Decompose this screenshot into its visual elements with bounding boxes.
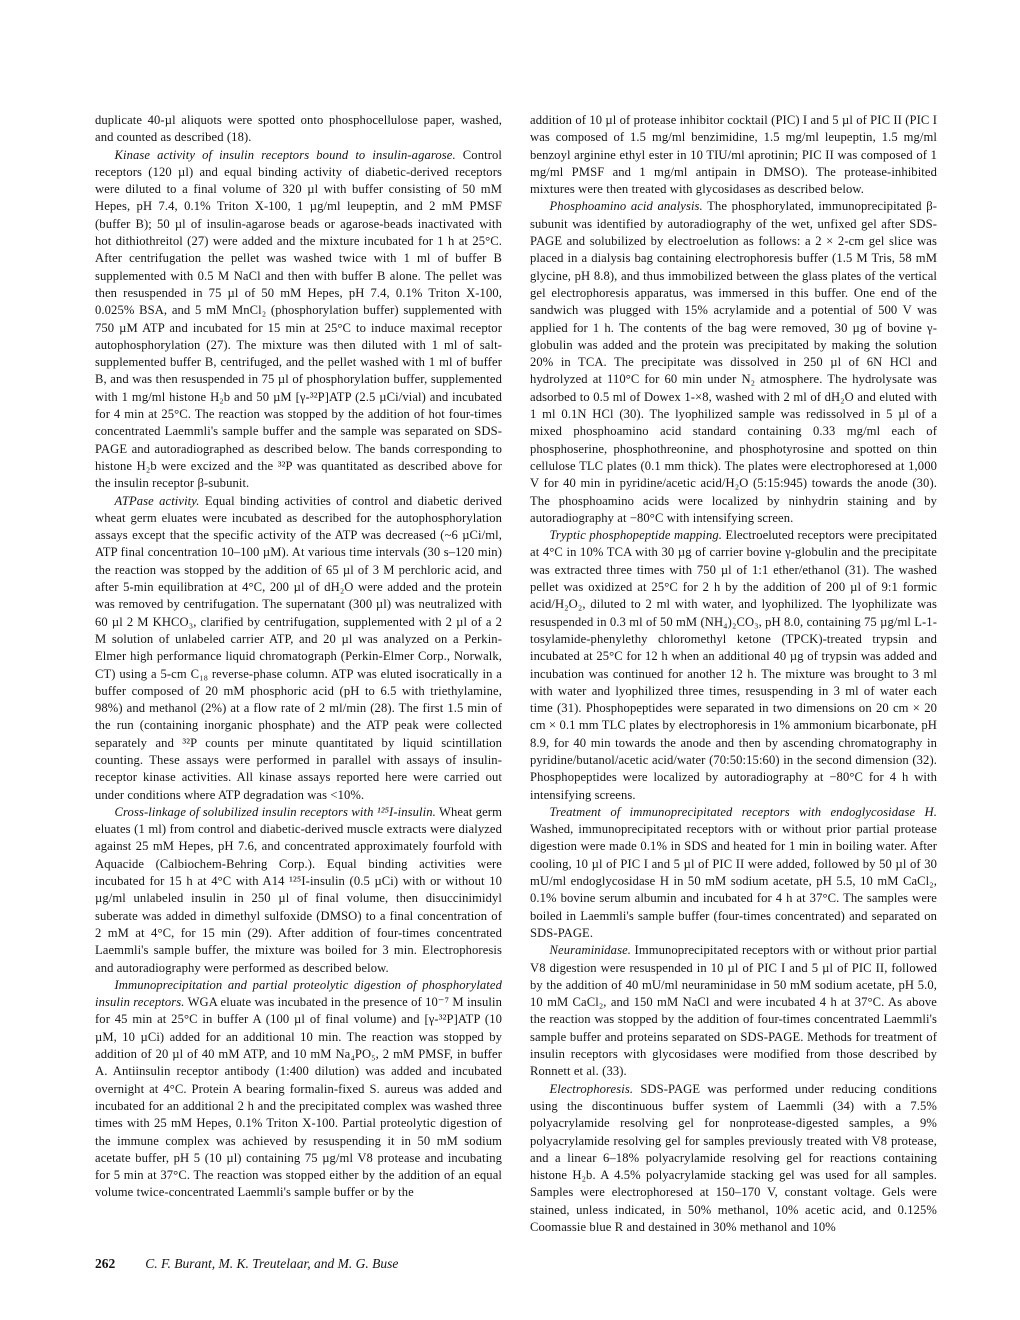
method-heading: Phosphoamino acid analysis.: [549, 199, 703, 214]
paragraph-text: duplicate 40-µl aliquots were spotted onto phosphocellulose paper, washed, and counted as described (18).: [95, 113, 502, 145]
paragraph-text: Equal binding activities of control and diabetic derived wheat germ eluates were incubated as described for the autophosphorylation assays except that the specific activity of the ATP was decreased (~6 µCi/ml, ATP final concentration 10–100 µM). At various time intervals (30 s–120 min) the reaction was stopped by the addition of 65 µl of 3 M perchloric acid, and after 5-min equilibration at 4°C, 200 µl of dH₂O were added and the protein was removed by centrifugation. The supernatant (300 µl) was neutralized with 60 µl 2 M KHCO₃, clarified by centrifugation, supplemented with 2 µl of a 2 M solution of unlabeled carrier ATP, and 20 µl was analyzed on a Perkin-Elmer high performance liquid chromatograph (Perkin-Elmer Corp., Norwalk, CT) using a 5-cm C₁₈ reverse-phase column. ATP was eluted isocratically in a buffer composed of 20 mM phosphoric acid (pH to 6.5 with triethylamine, 98%) and methanol (2%) at a flow rate of 2 ml/min (28). The first 1.5 min of the run (containing inorganic phosphate) and the ATP peak were collected separately and ³²P counts per minute quantitated by liquid scintillation counting. These assays were performed in parallel with assays of insulin-receptor kinase activities. All kinase assays reported here were carried out under conditions where ATP degradation was <10%.: [95, 493, 502, 802]
method-heading: Kinase activity of insulin receptors bound to insulin-agarose.: [114, 147, 456, 162]
method-heading: Electrophoresis.: [549, 1081, 634, 1096]
paragraph-continuation: [530, 112, 937, 198]
right-column: [530, 112, 937, 1236]
two-column-body: [95, 112, 937, 1236]
method-heading: Tryptic phosphopeptide mapping.: [549, 528, 723, 543]
paragraph-text: addition of 10 µl of protease inhibitor cocktail (PIC) I and 5 µl of PIC II (PIC I was composed of 1.5 mg/ml benzimidine, 1.5 mg/ml leupeptin, 1.5 mg/ml benzoyl arginine ethyl ester in 10 TIU/ml aprotinin; PIC II was composed of 1 mg/ml PMSF and 1 mg/ml antipain in DMSO). The protease-inhibited mixtures were then treated with glycosidases as described below.: [530, 113, 937, 197]
running-authors: C. F. Burant, M. K. Treutelaar, and M. G. Buse: [145, 1256, 399, 1271]
method-heading: ATPase activity.: [114, 493, 200, 508]
paragraph-electrophoresis: [530, 1081, 937, 1237]
page-footer: [95, 1256, 398, 1272]
paragraph-endoglycosidase: [530, 804, 937, 942]
paragraph-text: Immunoprecipitated receptors with or without prior partial V8 digestion were resuspended in 10 µl of PIC I and 5 µl of PIC II, followed by the addition of 40 mU/ml neuraminidase in 50 mM sodium acetate, pH 5.0, 10 mM CaCl₂, and 150 mM NaCl and were incubated 4 h at 37°C. As above the reaction was stopped by the addition of four-times concentrated Laemmli's sample buffer and proteins separated on SDS-PAGE. Methods for treatment of insulin receptors with glycosidases were modified from those described by Ronnett et al. (33).: [530, 943, 937, 1079]
paragraph-tryptic-mapping: [530, 527, 937, 804]
paragraph-text: Electroeluted receptors were precipitated at 4°C in 10% TCA with 30 µg of carrier bovine γ-globulin and the precipitate was extracted three times with 750 µl of 1:1 ether/ethanol (31). The washed pellet was oxidized at 25°C for 2 h by the addition of 200 µl of 9:1 formic acid/H₂O₂, diluted to 2 ml with water, and lyophilized. The lyophilizate was resuspended in 0.3 ml of 50 mM (NH₄)₂CO₃, pH 8.0, containing 75 µg/ml L-1-tosylamide-phenylethy chloromethyl ketone (TPCK)-treated trypsin and incubated at 25°C for 12 h when an additional 40 µg of trypsin was added and incubation was continued for another 12 h. The mixture was brought to 3 ml with water and lyophilized three times, resuspending in 3 ml of water each time (31). Phosphopeptides were separated in two dimensions on 20 cm × 20 cm × 0.1 mm TLC plates by electrophoresis in 1% ammonium bicarbonate, pH 8.9, for 40 min towards the anode and then by ascending chromatography in pyridine/butanol/acetic acid/water (70:50:15:60) in the second dimension (32). Phosphopeptides were localized by autoradiography at −80°C for 4 h with intensifying screens.: [530, 528, 938, 802]
paragraph-neuraminidase: [530, 942, 937, 1080]
paragraph-text: Wheat germ eluates (1 ml) from control and diabetic-derived muscle extracts were dialyzed against 25 mM Hepes, pH 7.6, and concentrated approximately fourfold with Aquacide (Calbiochem-Behring Corp.). Equal binding activities were incubated for 15 h at 4°C with A14 ¹²⁵I-insulin (0.5 µCi) with or without 10 µg/ml unlabeled insulin in 250 µl of final volume, then disuccinimidyl suberate was added in dimethyl sulfoxide (DMSO) to a final concentration of 2 mM at 4°C, for 15 min (29). After addition of four-times concentrated Laemmli's sample buffer, the mixture was boiled for 3 min. Electrophoresis and autoradiography were performed as described below.: [95, 804, 502, 975]
paragraph-continuation: [95, 112, 502, 147]
paragraph-text: The phosphorylated, immunoprecipitated β-subunit was identified by autoradiography of the wet, unfixed gel after SDS-PAGE and solubilized by electroelution as follows: a 2 × 2-cm gel slice was placed in a dialysis bag containing electrophoresis buffer (1.5 M Tris, 58 mM glycine, pH 8.8), and thus immobilized between the glass plates of the vertical gel electrophoresis apparatus, was immersed in this buffer. One end of the sandwich was plugged with 15% acrylamide and a potential of 500 V was applied for 1 h. The contents of the bag were removed, 30 µg of bovine γ-globulin was added and the protein was precipitated by making the solution 20% in TCA. The precipitate was dissolved in 250 µl of 6N HCl and hydrolyzed at 110°C for 60 min under N₂ atmosphere. The hydrolysate was adsorbed to 0.5 ml of Dowex 1-×8, washed with 2 ml of dH₂O and eluted with 1 ml 0.1N HCl (30). The lyophilized sample was redissolved in 5 µl of a mixed phosphoamino acid standard containing 0.33 mg/ml each of phosphoserine, phosphothreonine, and phosphotyrosine and spotted on thin cellulose TLC plates (0.1 mm thick). The plates were electrophoresed at 1,000 V for 40 min in pyridine/acetic acid/H₂O (5:15:945) towards the anode (30). The phosphoamino acids were localized by ninhydrin staining and by autoradiography at −80°C with intensifying screen.: [530, 199, 938, 525]
method-heading: Immunoprecipitation and partial proteolytic digestion of phosphorylated insulin receptors.: [95, 977, 502, 1010]
left-column: [95, 112, 502, 1236]
method-heading: Treatment of immunoprecipitated receptors with endoglycosidase H.: [549, 804, 937, 819]
method-heading: Neuraminidase.: [549, 943, 632, 958]
paragraph-text: Control receptors (120 µl) and equal binding activity of diabetic-derived receptors were diluted to a final volume of 320 µl with buffer consisting of 50 mM Hepes, pH 7.4, 0.1% Triton X-100, 1 µg/ml leupeptin, and 2 mM PMSF (buffer B); 50 µl of insulin-agarose beads or agarose-beads inactivated with hot dithiothreitol (27) were added and the mixture incubated for 1 h at 25°C. After centrifugation the pellet was washed twice with 1 ml of buffer B supplemented with 0.5 M NaCl and then with buffer B alone. The pellet was then resuspended in 75 µl of 50 mM Hepes, pH 7.4, 0.1% Triton X-100, 0.025% BSA, and 5 mM MnCl₂ (phosphorylation buffer) supplemented with 750 µM ATP and incubated for 15 min at 25°C to induce maximal receptor autophosphorylation (27). The mixture was then diluted with 1 ml of salt-supplemented buffer B, centrifuged, and the pellet washed with 1 ml of buffer B, and was then resuspended in 75 µl of phosphorylation buffer, supplemented with 1 mg/ml histone H₂b and 50 µM [γ-³²P]ATP (2.5 µCi/vial) and incubated for 4 min at 25°C. The reaction was stopped by the addition of hot four-times concentrated Laemmli's sample buffer and the sample was separated on SDS-PAGE and autoradiographed as described below. The bands corresponding to histone H₂b were excized and the ³²P was quantitated as described above for the insulin receptor β-subunit.: [95, 147, 502, 491]
paragraph-text: SDS-PAGE was performed under reducing conditions using the discontinuous buffer system of Laemmli (34) with a 7.5% polyacrylamide resolving gel for nonprotease-digested samples, a 9% polyacrylamide resolving gel for samples previously treated with V8 protease, and a linear 6–18% polyacrylamide resolving gel for reactions containing histone H₂b. A 4.5% polyacrylamide stacking gel was used for all samples. Samples were electrophoresed at 150–170 V, constant voltage. Gels were stained, unless indicated, in 50% methanol, 10% acetic acid, and 0.125% Coomassie blue R and destained in 30% methanol and 10%: [530, 1081, 937, 1234]
paragraph-kinase-activity: [95, 147, 502, 493]
paragraph-immunoprecipitation: [95, 977, 502, 1202]
paragraph-text: Washed, immunoprecipitated receptors with or without prior partial protease digestion were made 0.1% in SDS and heated for 1 min in boiling water. After cooling, 10 µl of PIC I and 5 µl of PIC II were added, followed by 50 µl of 30 mU/ml endoglycosidase H in 50 mM sodium acetate, pH 5.5, 10 mM CaCl₂, 0.1% bovine serum albumin and incubated for 4 h at 37°C. The samples were boiled in Laemmli's sample buffer (four-times concentrated) and separated on SDS-PAGE.: [530, 822, 937, 940]
paragraph-atpase-activity: [95, 493, 502, 804]
paragraph-text: WGA eluate was incubated in the presence of 10⁻⁷ M insulin for 45 min at 25°C in buffer A (100 µl of final volume) and [γ-³²P]ATP (10 µM, 10 µCi) added for an additional 10 min. The reaction was stopped by addition of 20 µl of 40 mM ATP, and 10 mM Na₄PO₅, 2 mM PMSF, in buffer A. Antiinsulin receptor antibody (1:400 dilution) was added and incubated overnight at 4°C. Protein A bearing formalin-fixed S. aureus was added and incubated for an additional 2 h and the precipitated complex was washed three times with 25 mM Hepes, 0.1% Triton X-100. Partial proteolytic digestion of the immune complex was achieved by resuspending it in 50 mM sodium acetate buffer, pH 5 (10 µl) containing 75 µg/ml V8 protease and incubating for 5 min at 37°C. The reaction was stopped either by the addition of an equal volume twice-concentrated Laemmli's sample buffer or by the: [95, 995, 502, 1200]
paragraph-cross-linkage: [95, 804, 502, 977]
page-number: 262: [95, 1256, 116, 1271]
paragraph-phosphoamino: [530, 198, 937, 527]
method-heading: Cross-linkage of solubilized insulin receptors with ¹²⁵I-insulin.: [114, 804, 436, 819]
